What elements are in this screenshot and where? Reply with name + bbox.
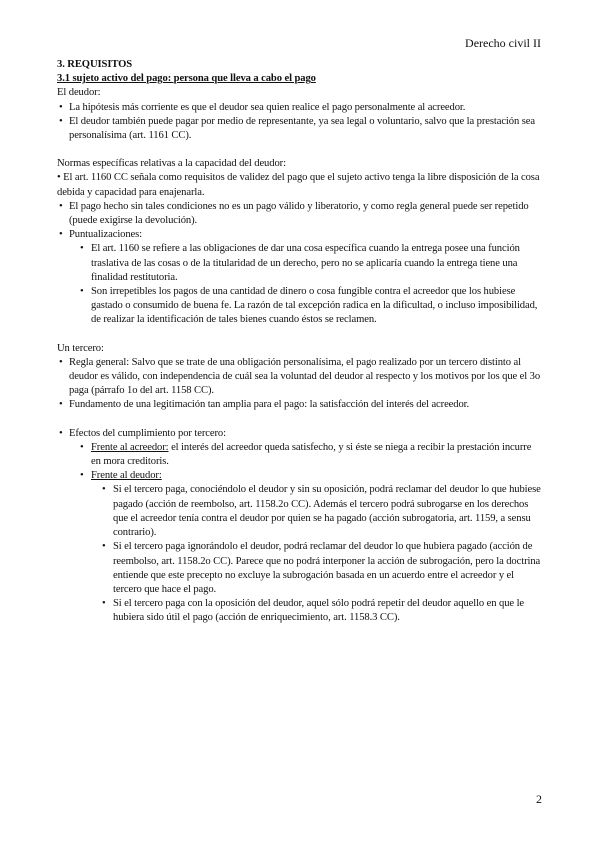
running-header: Derecho civil II [465, 36, 541, 50]
list-item-efectos [57, 427, 543, 626]
frente-deudor-label: Frente al deudor: [91, 470, 162, 482]
list-item: • La hipótesis más corriente es que el deudor sea quien realice el pago personalmente al acreedor. [57, 101, 543, 115]
list-item-frente-acreedor [79, 441, 543, 469]
frente-acreedor-label: Frente al acreedor: [91, 441, 169, 453]
list-item: • Si el tercero paga, conociéndolo el deudor y sin su oposición, podrá reclamar del deudor lo que hubiese pagado (acción de reembolso, art. 1158.2o CC). Además el tercero podrá subrogarse en los derechos que el acreedor tenía contra el deudor por quien se ha pagado (acción subrogatoria, art. 1159, a sensu contrario). [101, 483, 543, 540]
frente-deudor-list [101, 483, 543, 625]
list-item: • Si el tercero paga con la oposición del deudor, aquel sólo podrá repetir del deudor aquello en que le hubiera sido útil el pago (acción de enriquecimiento, art. 1158.3 CC). [101, 597, 543, 625]
normas-heading: Normas específicas relativas a la capacidad del deudor: [57, 158, 286, 170]
normas-inline-item: • El art. 1160 CC señala como requisitos de validez del pago que el sujeto activo tenga la libre disposición de la cosa debida y capacidad para enajenarla. [57, 171, 543, 199]
list-item: • Si el tercero paga ignorándolo el deudor, podrá reclamar del deudor lo que hubiera pagado (acción de reembolso, art. 1158.2o CC). Parece que no podrá interponer la acción de subrogación, pero la doctrina entiende que este precepto no excluye la subrogación basada en un acuerdo entre el acreedor y el tercero que hace el pago. [101, 540, 543, 597]
list-item: • Regla general: Salvo que se trate de una obligación personalísima, el pago realizado por un tercero distinto al deudor es válido, con independencia de cuál sea la voluntad del deudor al respecto y los motivos por los que el 3o paga (párrafo 1o del art. 1158 CC). [57, 356, 543, 399]
deudor-list [57, 101, 543, 144]
page-number: 2 [536, 792, 542, 806]
list-item: • El pago hecho sin tales condiciones no es un pago válido y liberatorio, y como regla general puede ser repetido (puede exigirse la devolución). [57, 200, 543, 228]
efectos-list [57, 427, 543, 626]
tercero-heading: Un tercero: [57, 342, 104, 354]
normas-list [57, 200, 543, 328]
frente-acreedor-text: el interés del acreedor queda satisfecho, y si éste se niega a recibir la prestación incurre en mora creditoris. [91, 441, 532, 468]
list-item: • Fundamento de una legitimación tan amplia para el pago: la satisfacción del interés del acreedor. [57, 398, 543, 412]
page-content [57, 58, 543, 626]
subsection-title: 3.1 sujeto activo del pago: persona que lleva a cabo el pago [57, 73, 316, 85]
list-item: • Son irrepetibles los pagos de una cantidad de dinero o cosa fungible contra el acreedor que los hubiese gastado o consumido de buena fe. La razón de tal excepción radica en la dificultad, o incluso imposibilidad, de realizar la identificación de tales bienes cuando éstos se reclamen. [79, 285, 543, 328]
efectos-heading: Efectos del cumplimiento por tercero: [69, 427, 226, 439]
list-item: • El art. 1160 se refiere a las obligaciones de dar una cosa específica cuando la entrega posee una función traslativa de las cosas o de la titularidad de un derecho, pero no se aplicaría cuando la entrega tiene una finalidad restitutoria. [79, 242, 543, 285]
deudor-heading: El deudor: [57, 87, 101, 99]
list-item-puntualizaciones [57, 228, 543, 327]
puntualizaciones-list [79, 242, 543, 327]
tercero-list [57, 356, 543, 413]
list-item-frente-deudor [79, 469, 543, 625]
list-item: • El deudor también puede pagar por medio de representante, ya sea legal o voluntario, salvo que la prestación sea personalísima (art. 1161 CC). [57, 115, 543, 143]
efectos-sublist [79, 441, 543, 626]
puntualizaciones-label: Puntualizaciones: [69, 229, 143, 241]
section-title: 3. REQUISITOS [57, 59, 133, 70]
